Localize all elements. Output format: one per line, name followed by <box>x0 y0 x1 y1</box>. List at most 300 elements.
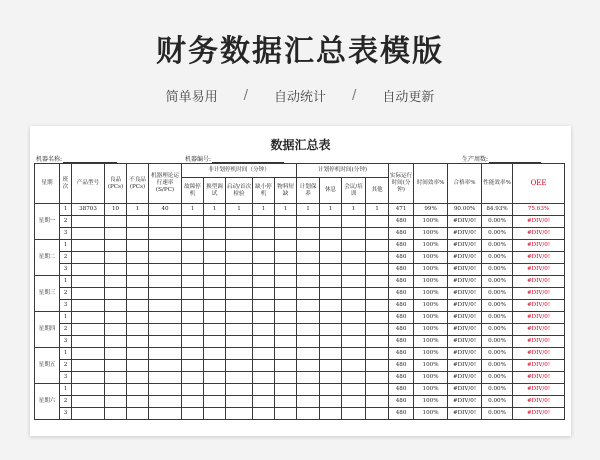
actual-run-cell[interactable]: 480 <box>389 408 414 420</box>
planned-cell[interactable] <box>320 348 342 360</box>
planned-cell[interactable] <box>366 396 389 408</box>
unplanned-cell[interactable] <box>182 240 204 252</box>
oee-cell[interactable]: #DIV/0! <box>513 396 565 408</box>
model-cell[interactable] <box>72 324 105 336</box>
unplanned-cell[interactable] <box>182 372 204 384</box>
unplanned-cell[interactable]: 1 <box>275 204 297 216</box>
rate-cell[interactable] <box>149 240 182 252</box>
perf-eff-cell[interactable]: 0.00% <box>482 360 513 372</box>
unplanned-cell[interactable] <box>204 384 226 396</box>
perf-eff-cell[interactable]: 0.00% <box>482 252 513 264</box>
pass-rate-cell[interactable]: #DIV/0! <box>448 240 482 252</box>
defect-cell[interactable] <box>127 396 149 408</box>
pass-rate-cell[interactable]: #DIV/0! <box>448 360 482 372</box>
unplanned-cell[interactable] <box>226 288 253 300</box>
actual-run-cell[interactable]: 480 <box>389 216 414 228</box>
unplanned-cell[interactable] <box>226 360 253 372</box>
shift-cell[interactable]: 3 <box>60 408 72 420</box>
good-cell[interactable] <box>105 384 127 396</box>
actual-run-cell[interactable]: 480 <box>389 384 414 396</box>
oee-cell[interactable]: 75.63% <box>513 204 565 216</box>
defect-cell[interactable] <box>127 408 149 420</box>
good-cell[interactable] <box>105 348 127 360</box>
model-cell[interactable] <box>72 384 105 396</box>
unplanned-cell[interactable] <box>275 408 297 420</box>
planned-cell[interactable] <box>320 264 342 276</box>
planned-cell[interactable] <box>320 324 342 336</box>
planned-cell[interactable] <box>320 240 342 252</box>
planned-cell[interactable] <box>320 228 342 240</box>
actual-run-cell[interactable]: 480 <box>389 396 414 408</box>
shift-cell[interactable]: 2 <box>60 396 72 408</box>
rate-cell[interactable] <box>149 336 182 348</box>
planned-cell[interactable] <box>366 348 389 360</box>
perf-eff-cell[interactable]: 0.00% <box>482 396 513 408</box>
planned-cell[interactable] <box>320 336 342 348</box>
unplanned-cell[interactable] <box>204 360 226 372</box>
unplanned-cell[interactable] <box>226 336 253 348</box>
unplanned-cell[interactable] <box>182 300 204 312</box>
rate-cell[interactable] <box>149 372 182 384</box>
unplanned-cell[interactable] <box>204 240 226 252</box>
shift-cell[interactable]: 1 <box>60 312 72 324</box>
planned-cell[interactable] <box>366 372 389 384</box>
oee-cell[interactable]: #DIV/0! <box>513 312 565 324</box>
pass-rate-cell[interactable]: #DIV/0! <box>448 324 482 336</box>
model-cell[interactable] <box>72 252 105 264</box>
unplanned-cell[interactable] <box>226 312 253 324</box>
unplanned-cell[interactable] <box>182 276 204 288</box>
unplanned-cell[interactable] <box>253 324 275 336</box>
unplanned-cell[interactable] <box>182 228 204 240</box>
planned-cell[interactable] <box>320 252 342 264</box>
actual-run-cell[interactable]: 480 <box>389 312 414 324</box>
good-cell[interactable] <box>105 336 127 348</box>
pass-rate-cell[interactable]: #DIV/0! <box>448 276 482 288</box>
rate-cell[interactable] <box>149 408 182 420</box>
planned-cell[interactable] <box>320 360 342 372</box>
time-eff-cell[interactable]: 100% <box>414 276 448 288</box>
shift-cell[interactable]: 2 <box>60 252 72 264</box>
good-cell[interactable] <box>105 372 127 384</box>
defect-cell[interactable] <box>127 216 149 228</box>
pass-rate-cell[interactable]: #DIV/0! <box>448 408 482 420</box>
unplanned-cell[interactable] <box>182 252 204 264</box>
good-cell[interactable] <box>105 216 127 228</box>
defect-cell[interactable] <box>127 312 149 324</box>
unplanned-cell[interactable] <box>253 360 275 372</box>
actual-run-cell[interactable]: 480 <box>389 252 414 264</box>
oee-cell[interactable]: #DIV/0! <box>513 264 565 276</box>
planned-cell[interactable] <box>297 384 320 396</box>
unplanned-cell[interactable] <box>204 264 226 276</box>
planned-cell[interactable]: 1 <box>366 204 389 216</box>
model-cell[interactable] <box>72 276 105 288</box>
time-eff-cell[interactable]: 100% <box>414 360 448 372</box>
actual-run-cell[interactable]: 480 <box>389 324 414 336</box>
planned-cell[interactable] <box>342 252 366 264</box>
unplanned-cell[interactable] <box>275 240 297 252</box>
time-eff-cell[interactable]: 100% <box>414 228 448 240</box>
unplanned-cell[interactable] <box>204 336 226 348</box>
unplanned-cell[interactable] <box>204 288 226 300</box>
planned-cell[interactable] <box>320 288 342 300</box>
unplanned-cell[interactable] <box>253 336 275 348</box>
planned-cell[interactable] <box>342 312 366 324</box>
planned-cell[interactable] <box>342 300 366 312</box>
rate-cell[interactable] <box>149 384 182 396</box>
defect-cell[interactable] <box>127 336 149 348</box>
perf-eff-cell[interactable]: 0.00% <box>482 240 513 252</box>
oee-cell[interactable]: #DIV/0! <box>513 252 565 264</box>
unplanned-cell[interactable] <box>204 300 226 312</box>
good-cell[interactable] <box>105 264 127 276</box>
model-cell[interactable] <box>72 312 105 324</box>
planned-cell[interactable] <box>297 252 320 264</box>
good-cell[interactable] <box>105 324 127 336</box>
shift-cell[interactable]: 3 <box>60 336 72 348</box>
unplanned-cell[interactable] <box>182 324 204 336</box>
oee-cell[interactable]: #DIV/0! <box>513 216 565 228</box>
perf-eff-cell[interactable]: 0.00% <box>482 276 513 288</box>
planned-cell[interactable] <box>366 384 389 396</box>
oee-cell[interactable]: #DIV/0! <box>513 300 565 312</box>
unplanned-cell[interactable] <box>253 384 275 396</box>
perf-eff-cell[interactable]: 0.00% <box>482 264 513 276</box>
perf-eff-cell[interactable]: 0.00% <box>482 300 513 312</box>
shift-cell[interactable]: 2 <box>60 324 72 336</box>
unplanned-cell[interactable] <box>182 384 204 396</box>
pass-rate-cell[interactable]: #DIV/0! <box>448 264 482 276</box>
defect-cell[interactable]: 1 <box>127 204 149 216</box>
pass-rate-cell[interactable]: #DIV/0! <box>448 300 482 312</box>
unplanned-cell[interactable]: 1 <box>226 204 253 216</box>
model-cell[interactable] <box>72 288 105 300</box>
unplanned-cell[interactable] <box>275 360 297 372</box>
unplanned-cell[interactable] <box>204 252 226 264</box>
unplanned-cell[interactable] <box>253 228 275 240</box>
defect-cell[interactable] <box>127 240 149 252</box>
good-cell[interactable] <box>105 288 127 300</box>
unplanned-cell[interactable]: 1 <box>204 204 226 216</box>
planned-cell[interactable] <box>320 276 342 288</box>
shift-cell[interactable]: 1 <box>60 204 72 216</box>
unplanned-cell[interactable]: 1 <box>253 204 275 216</box>
shift-cell[interactable]: 1 <box>60 276 72 288</box>
planned-cell[interactable] <box>297 276 320 288</box>
defect-cell[interactable] <box>127 300 149 312</box>
good-cell[interactable]: 10 <box>105 204 127 216</box>
unplanned-cell[interactable] <box>253 216 275 228</box>
rate-cell[interactable] <box>149 396 182 408</box>
good-cell[interactable] <box>105 240 127 252</box>
planned-cell[interactable]: 1 <box>297 204 320 216</box>
defect-cell[interactable] <box>127 228 149 240</box>
actual-run-cell[interactable]: 480 <box>389 264 414 276</box>
unplanned-cell[interactable] <box>275 312 297 324</box>
unplanned-cell[interactable] <box>253 372 275 384</box>
shift-cell[interactable]: 2 <box>60 360 72 372</box>
unplanned-cell[interactable] <box>275 348 297 360</box>
planned-cell[interactable] <box>366 252 389 264</box>
rate-cell[interactable] <box>149 276 182 288</box>
rate-cell[interactable] <box>149 360 182 372</box>
planned-cell[interactable] <box>342 396 366 408</box>
pass-rate-cell[interactable]: #DIV/0! <box>448 384 482 396</box>
unplanned-cell[interactable] <box>226 384 253 396</box>
unplanned-cell[interactable] <box>204 408 226 420</box>
pass-rate-cell[interactable]: #DIV/0! <box>448 348 482 360</box>
time-eff-cell[interactable]: 100% <box>414 252 448 264</box>
perf-eff-cell[interactable]: 0.00% <box>482 348 513 360</box>
planned-cell[interactable] <box>342 360 366 372</box>
unplanned-cell[interactable] <box>275 396 297 408</box>
time-eff-cell[interactable]: 100% <box>414 288 448 300</box>
actual-run-cell[interactable]: 480 <box>389 336 414 348</box>
unplanned-cell[interactable] <box>182 264 204 276</box>
planned-cell[interactable] <box>342 348 366 360</box>
rate-cell[interactable] <box>149 216 182 228</box>
rate-cell[interactable] <box>149 348 182 360</box>
perf-eff-cell[interactable]: 84.93% <box>482 204 513 216</box>
unplanned-cell[interactable] <box>253 240 275 252</box>
pass-rate-cell[interactable]: 90.00% <box>448 204 482 216</box>
defect-cell[interactable] <box>127 384 149 396</box>
shift-cell[interactable]: 1 <box>60 240 72 252</box>
planned-cell[interactable] <box>342 408 366 420</box>
planned-cell[interactable] <box>320 384 342 396</box>
actual-run-cell[interactable]: 480 <box>389 276 414 288</box>
perf-eff-cell[interactable]: 0.00% <box>482 336 513 348</box>
unplanned-cell[interactable] <box>182 288 204 300</box>
good-cell[interactable] <box>105 276 127 288</box>
perf-eff-cell[interactable]: 0.00% <box>482 324 513 336</box>
model-cell[interactable] <box>72 348 105 360</box>
perf-eff-cell[interactable]: 0.00% <box>482 372 513 384</box>
unplanned-cell[interactable] <box>226 324 253 336</box>
planned-cell[interactable] <box>342 372 366 384</box>
defect-cell[interactable] <box>127 360 149 372</box>
defect-cell[interactable] <box>127 264 149 276</box>
model-cell[interactable]: 38703 <box>72 204 105 216</box>
unplanned-cell[interactable] <box>226 276 253 288</box>
rate-cell[interactable] <box>149 252 182 264</box>
time-eff-cell[interactable]: 100% <box>414 324 448 336</box>
unplanned-cell[interactable] <box>182 360 204 372</box>
defect-cell[interactable] <box>127 288 149 300</box>
unplanned-cell[interactable] <box>275 300 297 312</box>
model-cell[interactable] <box>72 336 105 348</box>
actual-run-cell[interactable]: 480 <box>389 228 414 240</box>
planned-cell[interactable]: 1 <box>320 204 342 216</box>
planned-cell[interactable] <box>366 336 389 348</box>
rate-cell[interactable] <box>149 228 182 240</box>
planned-cell[interactable] <box>320 372 342 384</box>
pass-rate-cell[interactable]: #DIV/0! <box>448 252 482 264</box>
planned-cell[interactable] <box>366 360 389 372</box>
shift-cell[interactable]: 3 <box>60 372 72 384</box>
unplanned-cell[interactable] <box>275 216 297 228</box>
oee-cell[interactable]: #DIV/0! <box>513 336 565 348</box>
planned-cell[interactable] <box>342 324 366 336</box>
unplanned-cell[interactable] <box>226 240 253 252</box>
oee-cell[interactable]: #DIV/0! <box>513 372 565 384</box>
unplanned-cell[interactable] <box>226 252 253 264</box>
unplanned-cell[interactable] <box>253 396 275 408</box>
perf-eff-cell[interactable]: 0.00% <box>482 216 513 228</box>
perf-eff-cell[interactable]: 0.00% <box>482 288 513 300</box>
unplanned-cell[interactable] <box>226 228 253 240</box>
model-cell[interactable] <box>72 300 105 312</box>
time-eff-cell[interactable]: 100% <box>414 384 448 396</box>
actual-run-cell[interactable]: 471 <box>389 204 414 216</box>
unplanned-cell[interactable] <box>275 324 297 336</box>
model-cell[interactable] <box>72 264 105 276</box>
time-eff-cell[interactable]: 100% <box>414 240 448 252</box>
planned-cell[interactable] <box>297 312 320 324</box>
time-eff-cell[interactable]: 100% <box>414 336 448 348</box>
unplanned-cell[interactable] <box>182 312 204 324</box>
rate-cell[interactable] <box>149 264 182 276</box>
unplanned-cell[interactable] <box>204 324 226 336</box>
pass-rate-cell[interactable]: #DIV/0! <box>448 312 482 324</box>
unplanned-cell[interactable] <box>253 312 275 324</box>
planned-cell[interactable] <box>342 276 366 288</box>
planned-cell[interactable] <box>366 228 389 240</box>
planned-cell[interactable] <box>297 300 320 312</box>
planned-cell[interactable] <box>366 312 389 324</box>
planned-cell[interactable] <box>366 408 389 420</box>
unplanned-cell[interactable] <box>182 348 204 360</box>
defect-cell[interactable] <box>127 324 149 336</box>
unplanned-cell[interactable] <box>253 252 275 264</box>
unplanned-cell[interactable] <box>275 276 297 288</box>
planned-cell[interactable] <box>320 408 342 420</box>
unplanned-cell[interactable] <box>275 336 297 348</box>
model-cell[interactable] <box>72 240 105 252</box>
unplanned-cell[interactable] <box>204 216 226 228</box>
planned-cell[interactable] <box>366 216 389 228</box>
perf-eff-cell[interactable]: 0.00% <box>482 384 513 396</box>
unplanned-cell[interactable] <box>204 312 226 324</box>
unplanned-cell[interactable] <box>226 216 253 228</box>
unplanned-cell[interactable] <box>275 252 297 264</box>
planned-cell[interactable] <box>342 240 366 252</box>
defect-cell[interactable] <box>127 276 149 288</box>
unplanned-cell[interactable] <box>182 336 204 348</box>
unplanned-cell[interactable] <box>253 264 275 276</box>
planned-cell[interactable] <box>297 216 320 228</box>
defect-cell[interactable] <box>127 372 149 384</box>
unplanned-cell[interactable] <box>253 408 275 420</box>
rate-cell[interactable] <box>149 288 182 300</box>
unplanned-cell[interactable] <box>253 348 275 360</box>
planned-cell[interactable] <box>366 300 389 312</box>
time-eff-cell[interactable]: 100% <box>414 408 448 420</box>
unplanned-cell[interactable] <box>275 264 297 276</box>
good-cell[interactable] <box>105 252 127 264</box>
planned-cell[interactable] <box>320 300 342 312</box>
good-cell[interactable] <box>105 228 127 240</box>
oee-cell[interactable]: #DIV/0! <box>513 360 565 372</box>
planned-cell[interactable] <box>297 288 320 300</box>
oee-cell[interactable]: #DIV/0! <box>513 288 565 300</box>
planned-cell[interactable] <box>297 228 320 240</box>
pass-rate-cell[interactable]: #DIV/0! <box>448 336 482 348</box>
oee-cell[interactable]: #DIV/0! <box>513 276 565 288</box>
model-cell[interactable] <box>72 408 105 420</box>
shift-cell[interactable]: 1 <box>60 348 72 360</box>
planned-cell[interactable] <box>366 276 389 288</box>
pass-rate-cell[interactable]: #DIV/0! <box>448 396 482 408</box>
oee-cell[interactable]: #DIV/0! <box>513 324 565 336</box>
planned-cell[interactable] <box>366 264 389 276</box>
good-cell[interactable] <box>105 408 127 420</box>
rate-cell[interactable]: 40 <box>149 204 182 216</box>
planned-cell[interactable] <box>320 216 342 228</box>
unplanned-cell[interactable] <box>182 396 204 408</box>
time-eff-cell[interactable]: 100% <box>414 372 448 384</box>
unplanned-cell[interactable] <box>275 372 297 384</box>
actual-run-cell[interactable]: 480 <box>389 372 414 384</box>
perf-eff-cell[interactable]: 0.00% <box>482 312 513 324</box>
model-cell[interactable] <box>72 360 105 372</box>
pass-rate-cell[interactable]: #DIV/0! <box>448 228 482 240</box>
planned-cell[interactable] <box>366 288 389 300</box>
planned-cell[interactable] <box>297 240 320 252</box>
oee-cell[interactable]: #DIV/0! <box>513 384 565 396</box>
actual-run-cell[interactable]: 480 <box>389 240 414 252</box>
unplanned-cell[interactable] <box>204 276 226 288</box>
planned-cell[interactable] <box>342 264 366 276</box>
model-cell[interactable] <box>72 372 105 384</box>
planned-cell[interactable] <box>366 324 389 336</box>
shift-cell[interactable]: 3 <box>60 228 72 240</box>
unplanned-cell[interactable] <box>253 276 275 288</box>
pass-rate-cell[interactable]: #DIV/0! <box>448 288 482 300</box>
unplanned-cell[interactable] <box>253 288 275 300</box>
planned-cell[interactable] <box>297 324 320 336</box>
shift-cell[interactable]: 3 <box>60 300 72 312</box>
oee-cell[interactable]: #DIV/0! <box>513 348 565 360</box>
planned-cell[interactable] <box>366 240 389 252</box>
unplanned-cell[interactable] <box>226 300 253 312</box>
actual-run-cell[interactable]: 480 <box>389 360 414 372</box>
actual-run-cell[interactable]: 480 <box>389 348 414 360</box>
oee-cell[interactable]: #DIV/0! <box>513 240 565 252</box>
unplanned-cell[interactable] <box>204 228 226 240</box>
unplanned-cell[interactable] <box>275 228 297 240</box>
rate-cell[interactable] <box>149 312 182 324</box>
unplanned-cell[interactable] <box>253 300 275 312</box>
unplanned-cell[interactable] <box>182 216 204 228</box>
shift-cell[interactable]: 2 <box>60 288 72 300</box>
unplanned-cell[interactable] <box>204 372 226 384</box>
unplanned-cell[interactable] <box>226 348 253 360</box>
good-cell[interactable] <box>105 312 127 324</box>
defect-cell[interactable] <box>127 348 149 360</box>
model-cell[interactable] <box>72 396 105 408</box>
unplanned-cell[interactable] <box>226 396 253 408</box>
shift-cell[interactable]: 2 <box>60 216 72 228</box>
unplanned-cell[interactable] <box>182 408 204 420</box>
planned-cell[interactable] <box>342 384 366 396</box>
planned-cell[interactable] <box>342 336 366 348</box>
oee-cell[interactable]: #DIV/0! <box>513 408 565 420</box>
time-eff-cell[interactable]: 100% <box>414 348 448 360</box>
unplanned-cell[interactable] <box>226 264 253 276</box>
unplanned-cell[interactable] <box>275 288 297 300</box>
